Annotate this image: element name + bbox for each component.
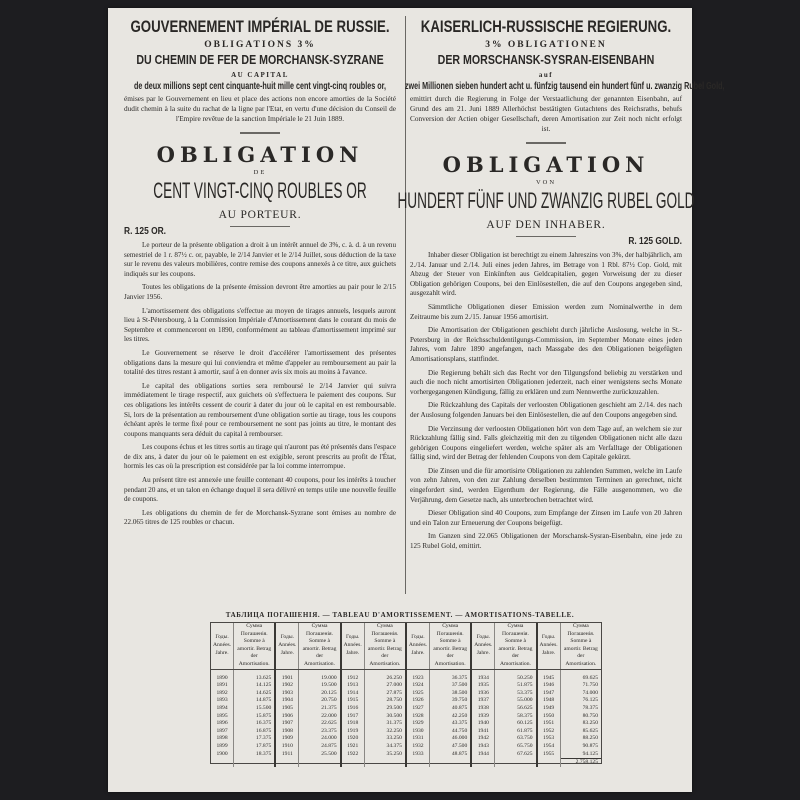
amount-cell: 16.375 (234, 720, 276, 728)
french-paragraph: Au présent titre est annexée une feuille contenant 40 coupons, pour les intérêts à toucher pendant 20 ans, et un talon en échange duquel il sera délivré en temps utile une nouvelle feuille de coupons. (124, 476, 396, 504)
year-cell: 1941 (471, 728, 495, 736)
year-column-header: Годы. Années. Jahre. (211, 623, 234, 669)
table-row (211, 751, 601, 759)
german-paragraph: Inhaber dieser Obligation ist berechtigt zu einem Jahreszins von 3%, der halbjährlich, am 2./14. Januar und 2./14. Juli eines jeden Jahres, im Betrage von 1 Rbl. 87½ Cop. Gold, mit Abzug der Steuer von Einkünften aus Geldcapitalien, gegen Vorweisung der zu dieser Obligation gehörigen Coupons, bei den Einlösestellen, die auf den Coupons angegeben sind, ausgezahlt wird. (410, 251, 682, 298)
year-cell: 1948 (537, 697, 561, 705)
year-cell: 1915 (341, 697, 365, 705)
year-cell: 1907 (275, 720, 299, 728)
year-cell: 1906 (275, 713, 299, 721)
year-cell: 1920 (341, 735, 365, 743)
german-column (397, 14, 725, 556)
amount-cell (234, 759, 276, 767)
amount-cell: 38.500 (430, 690, 472, 698)
german-railway: DER MORSCHANSK-SYSRAN-EISENBAHN (437, 53, 655, 67)
year-cell: 1928 (406, 713, 430, 721)
french-paragraph: L'amortissement des obligations s'effectue au moyen de tirages annuels, lesquels auront lieu à St-Pétersbourg, à la Commission Impériale d'Amortissement dans le courant du mois de Septembre et commenceront en 1890, conformément au tableau d'amortissement imprimé sur les titres. (124, 306, 396, 344)
amount-cell: 15.875 (234, 713, 276, 721)
german-intro: emittirt durch die Regierung in Folge der Verstaatlichung der genannten Eisenbahn, auf Grund des am 21. Juni 1889 Allerhöchst bestätigten Gutachtens des Reichsraths, behufs Conversion der Actien obiger Gesellschaft, deren Amortisation zur Zeit noch nicht erfolgt ist. (410, 94, 682, 133)
amount-cell: 71.750 (560, 682, 601, 690)
year-cell: 1922 (341, 751, 365, 759)
year-cell: 1918 (341, 720, 365, 728)
year-cell: 1894 (216, 704, 228, 711)
year-cell: 1932 (406, 743, 430, 751)
year-cell: 1937 (471, 697, 495, 705)
amount-cell: 14.125 (234, 682, 276, 690)
amount-cell: 51.875 (495, 682, 537, 690)
year-cell: 1910 (275, 743, 299, 751)
amount-cell: 24.000 (299, 735, 341, 743)
german-paragraph: Die Rückzahlung des Capitals der verloosten Obligationen geschieht am 2./14. des nach der Auslosung folgenden Januars bei den Einlösestellen, die auf den Coupons angegeben sind. (410, 401, 682, 419)
amount-cell: 65.750 (495, 743, 537, 751)
amount-cell: 30.500 (364, 713, 406, 721)
amount-cell: 37.500 (430, 682, 472, 690)
year-cell: 1917 (341, 713, 365, 721)
year-cell: 1947 (537, 690, 561, 698)
amount-cell: 19.000 (299, 669, 341, 682)
year-cell: 1949 (537, 705, 561, 713)
amount-column-header: Сумма Погашенія. Somme à amortir. Betrag der Amortisation. (560, 623, 601, 669)
year-cell: 1953 (537, 735, 561, 743)
amount-cell: 24.875 (299, 743, 341, 751)
amount-cell: 27.000 (364, 682, 406, 690)
year-cell: 1890 (216, 674, 228, 681)
year-column-header: Годы. Années. Jahre. (341, 623, 365, 669)
year-column-header: Годы. Années. Jahre. (275, 623, 299, 669)
year-cell: 1951 (537, 720, 561, 728)
year-cell (275, 759, 299, 767)
year-cell: 1899 (216, 742, 228, 749)
amount-cell: 50.250 (495, 669, 537, 682)
table-row (211, 713, 601, 721)
german-paragraph: Sämmtliche Obligationen dieser Emission werden zum Nominalwerthe in dem Zeitraume bis zum 2./15. Januar 1956 amortisirt. (410, 302, 682, 321)
year-cell: 1924 (406, 682, 430, 690)
amortization-table-title: ТАБЛИЦА ПОГАШЕНІЯ. — TABLEAU D'AMORTISSEMENT. — AMORTISATIONS-TABELLE. (225, 611, 575, 619)
year-cell: 1939 (471, 713, 495, 721)
year-cell: 1929 (406, 720, 430, 728)
amount-cell: 74.000 (560, 690, 601, 698)
year-cell (211, 759, 234, 767)
german-subtitle: 3% OBLIGATIONEN (485, 40, 607, 50)
year-cell: 1916 (341, 705, 365, 713)
german-amount: HUNDERT FÜNF UND ZWANZIG RUBEL GOLD (397, 188, 695, 213)
year-column-header: Годы. Années. Jahre. (406, 623, 430, 669)
french-bearer: AU PORTEUR. (218, 209, 302, 221)
year-cell: 1950 (537, 713, 561, 721)
year-cell: 1925 (406, 690, 430, 698)
year-cell: 1892 (216, 689, 228, 696)
german-paragraph: Dieser Obligation sind 40 Coupons, zum Empfange der Zinsen im Laufe von 20 Jahren und ein Talon zur Erneuerung der Coupons beigefügt. (410, 509, 682, 527)
german-paragraph: Die Zinsen und die für amortisirte Obligationen zu zahlenden Summen, welche im Laufe von zehn Jahren, von den zur Zahlung derselben bestimmten Terminen an gerechnet, nicht eingefordert sind, werden Eigenthum der Regierung, die Fälle ausgenommen, wo die Verjährung, dem Gesetze nach, als unterbrochen betrachtet wird. (410, 466, 682, 504)
table-row (211, 697, 601, 705)
year-cell: 1903 (275, 690, 299, 698)
amount-cell: 85.625 (560, 728, 601, 736)
amount-cell: 26.250 (364, 669, 406, 682)
year-cell (406, 759, 430, 767)
french-amount: CENT VINGT-CINQ ROUBLES OR (153, 178, 367, 203)
german-title: KAISERLICH-RUSSISCHE REGIERUNG. (420, 17, 672, 36)
amount-cell: 55.000 (495, 697, 537, 705)
year-cell: 1936 (471, 690, 495, 698)
german-obligation-heading: OBLIGATION (442, 152, 650, 177)
amount-cell: 46.000 (430, 735, 472, 743)
amount-cell: 29.500 (364, 705, 406, 713)
amount-cell: 53.375 (495, 690, 537, 698)
amount-cell: 21.375 (299, 705, 341, 713)
amount-cell: 22.000 (299, 713, 341, 721)
year-cell: 1912 (341, 669, 365, 682)
amount-cell: 17.375 (234, 735, 276, 743)
year-cell: 1896 (216, 720, 228, 727)
bond-certificate (108, 8, 725, 792)
year-cell: 1933 (406, 751, 430, 759)
french-railway: DU CHEMIN DE FER DE MORCHANSK-SYZRANE (136, 53, 384, 67)
amount-cell: 44.750 (430, 728, 472, 736)
amount-cell (299, 759, 341, 767)
table-row (211, 728, 601, 736)
amount-column-header: Сумма Погашенія. Somme à amortir. Betrag der Amortisation. (234, 623, 276, 669)
ornament (240, 132, 280, 134)
french-intro: émises par le Gouvernement en lieu et place des actions non encore amorties de la Société dudit chemin à la suite du rachat de la ligne par l'Etat, en vertu d'une décision du Conseil de l'Empire revêtue de la sanction Impériale le 21 Juin 1889. (124, 94, 396, 123)
german-preposition: VON (535, 179, 557, 186)
french-capital-label: AU CAPITAL (231, 71, 289, 79)
year-cell: 1942 (471, 735, 495, 743)
year-cell: 1911 (275, 751, 299, 759)
year-cell: 1901 (275, 669, 299, 682)
german-body (410, 251, 682, 552)
french-column (124, 14, 396, 532)
year-cell (537, 759, 561, 767)
year-cell: 1897 (216, 727, 228, 734)
table-row (211, 669, 601, 682)
french-rate: R. 125 OR. (124, 225, 167, 237)
french-body (124, 241, 396, 528)
year-cell: 1900 (216, 750, 228, 757)
amount-cell: 28.750 (364, 697, 406, 705)
year-cell: 1908 (275, 728, 299, 736)
amount-cell: 15.500 (234, 705, 276, 713)
amount-cell: 60.125 (495, 720, 537, 728)
year-cell: 1905 (275, 705, 299, 713)
year-cell: 1904 (275, 697, 299, 705)
year-cell: 1898 (216, 735, 228, 742)
amount-cell: 42.250 (430, 713, 472, 721)
amount-cell: 58.375 (495, 713, 537, 721)
german-capital-label: auf (538, 71, 554, 79)
column-divider (405, 16, 406, 594)
amount-cell: 25.500 (299, 751, 341, 759)
amount-cell: 69.625 (560, 669, 601, 682)
amount-cell: 47.500 (430, 743, 472, 751)
amount-cell: 14.625 (234, 690, 276, 698)
german-paragraph: Die Amortisation der Obligationen geschieht durch jährliche Auslosung, welche in St.-Petersburg in der Reichsschuldentilgungs-Commission, im September Monate eines jeden Jahres, vom Jahre 1890 angefangen, nach Massgabe des den Obligationen beigefügten Amortisationsplans, stattfindet. (410, 326, 682, 363)
german-rate: R. 125 GOLD. (628, 235, 682, 247)
amount-cell: 20.125 (299, 690, 341, 698)
amount-cell: 17.875 (234, 743, 276, 751)
amount-cell: 23.375 (299, 728, 341, 736)
french-capital: de deux millions sept cent cinquante-huit mille cent vingt-cinq roubles or, (133, 81, 387, 92)
year-column-header: Годы. Années. Jahre. (537, 623, 561, 669)
amount-cell: 76.125 (560, 697, 601, 705)
french-obligation-heading: OBLIGATION (156, 142, 364, 167)
year-cell: 1891 (216, 682, 228, 689)
year-cell: 1919 (341, 728, 365, 736)
table-row (211, 743, 601, 751)
year-cell: 1955 (537, 751, 561, 759)
german-bearer: AUF DEN INHABER. (486, 219, 606, 231)
year-cell: 1944 (471, 751, 495, 759)
year-cell: 1943 (471, 743, 495, 751)
amount-cell (430, 759, 472, 767)
amount-column-header: Сумма Погашенія. Somme à amortir. Betrag der Amortisation. (364, 623, 406, 669)
amount-cell: 32.250 (364, 728, 406, 736)
amount-cell: 19.500 (299, 682, 341, 690)
amount-column-header: Сумма Погашенія. Somme à amortir. Betrag der Amortisation. (495, 623, 537, 669)
amount-cell: 16.875 (234, 728, 276, 736)
year-cell: 1926 (406, 697, 430, 705)
year-column-header: Годы. Années. Jahre. (471, 623, 495, 669)
ornament (526, 142, 566, 144)
amount-cell: 61.875 (495, 728, 537, 736)
french-title: GOUVERNEMENT IMPÉRIAL DE RUSSIE. (130, 17, 390, 36)
table-header-row (211, 623, 601, 669)
amount-cell: 43.375 (430, 720, 472, 728)
year-cell: 1895 (216, 712, 228, 719)
amount-cell: 31.375 (364, 720, 406, 728)
amount-cell: 78.375 (560, 705, 601, 713)
year-cell: 1938 (471, 705, 495, 713)
amortization-table (210, 622, 602, 764)
amount-cell: 34.375 (364, 743, 406, 751)
year-cell: 1954 (537, 743, 561, 751)
year-cell: 1952 (537, 728, 561, 736)
amount-cell: 22.625 (299, 720, 341, 728)
amount-cell: 18.375 (234, 751, 276, 759)
amount-cell: 35.250 (364, 751, 406, 759)
year-cell (341, 759, 365, 767)
year-cell: 1935 (471, 682, 495, 690)
french-paragraph: Les obligations du chemin de fer de Morchansk-Syzrane sont émises au nombre de 22.065 titres de 125 roubles or chacun. (124, 508, 396, 527)
amount-cell: 88.250 (560, 735, 601, 743)
french-paragraph: Les coupons échus et les titres sortis au tirage qui n'auront pas été présentés dans l'espace de dix ans, à dater du jour où le paiement en est exigible, seront prescrits au profit de l'État, hormis les cas où la prescription est considérée par la loi comme interrompue. (124, 443, 396, 471)
german-paragraph: Im Ganzen sind 22.065 Obligationen der Morschansk-Sysran-Eisenbahn, eine jede zu 125 Rubel Gold, emittirt. (410, 532, 682, 551)
table-row (211, 705, 601, 713)
year-cell: 1946 (537, 682, 561, 690)
year-cell: 1927 (406, 705, 430, 713)
amount-cell: 39.750 (430, 697, 472, 705)
year-cell: 1923 (406, 669, 430, 682)
amount-cell: 83.250 (560, 720, 601, 728)
table-row (211, 735, 601, 743)
french-paragraph: Le Gouvernement se réserve le droit d'accélérer l'amortissement des présentes obligations dans la mesure qui lui conviendra et même d'appeler au remboursement au pair la totalité des titres restant à amortir, sauf à en donner avis six mois au moins à l'avance. (124, 348, 396, 377)
amount-cell: 67.625 (495, 751, 537, 759)
amount-cell: 80.750 (560, 713, 601, 721)
year-cell: 1909 (275, 735, 299, 743)
year-cell: 1902 (275, 682, 299, 690)
french-paragraph: Le capital des obligations sorties sera remboursé le 2/14 Janvier qui suivra immédiatement le tirage respectif, aux guichets où s'effectuera le paiement des coupons. Sur ces obligations les intérêts cessent de courir à dater du jour où le capital en est remboursable. Si, lors de la présentation au remboursement d'une obligation sortie au tirage, tous les coupons échéant après le terme fixé pour ce remboursement ne sont pas joints au titre, le montant des coupons manquants sera déduit du capital à rembourser. (124, 381, 396, 438)
year-cell: 1930 (406, 728, 430, 736)
amount-cell (364, 759, 406, 767)
year-cell: 1945 (537, 669, 561, 682)
year-cell (471, 759, 495, 767)
table-row (211, 682, 601, 690)
amount-cell: 63.750 (495, 735, 537, 743)
amount-cell (495, 759, 537, 767)
amount-cell: 94.125 (560, 751, 601, 759)
year-cell: 1893 (216, 697, 228, 704)
year-cell: 1913 (341, 682, 365, 690)
year-cell: 1921 (341, 743, 365, 751)
amount-cell: 14.875 (234, 697, 276, 705)
french-paragraph: Le porteur de la présente obligation a droit à un intérêt annuel de 3%, c. à. d. à un revenu semestriel de 1 r. 87½ c. or, payable, le 2/14 Janvier et le 2/14 Juillet, sous déduction de la taxe sur le revenu des valeurs mobilières, contre remise des coupons annexés à ce titre, aux guichets indiqués sur les coupons. (124, 241, 396, 278)
year-cell: 1931 (406, 735, 430, 743)
amount-cell: 56.625 (495, 705, 537, 713)
table-row (211, 690, 601, 698)
french-paragraph: Toutes les obligations de la présente émission devront être amorties au pair pour le 2/15 Janvier 1956. (124, 283, 396, 301)
german-capital: zwei Millionen sieben hundert acht u. fünfzig tausend ein hundert fünf u. zwanzig Rubel Gold, (404, 81, 725, 92)
amount-cell: 33.250 (364, 735, 406, 743)
amount-cell: 36.375 (430, 669, 472, 682)
amount-cell: 90.875 (560, 743, 601, 751)
amount-cell: 13.625 (234, 669, 276, 682)
year-cell: 1914 (341, 690, 365, 698)
amount-column-header: Сумма Погашенія. Somme à amortir. Betrag der Amortisation. (430, 623, 472, 669)
year-cell: 1940 (471, 720, 495, 728)
year-cell: 1934 (471, 669, 495, 682)
german-paragraph: Die Verzinsung der verloosten Obligationen hört von dem Tage auf, an welchem sie zur Rückzahlung fällig sind. Falls gleichzeitig mit den zu tilgenden Obligationen nicht alle dazu gehörigen Coupons eingeliefert werden, welche später als am Verfalltage der Obligationen fällig sind, wird der Betrag der fehlenden Coupons von dem Capitale gekürzt. (410, 424, 682, 462)
amount-cell: 40.875 (430, 705, 472, 713)
total-cell: 2.758.125 (560, 759, 601, 767)
table-row (211, 759, 601, 767)
table-row (211, 720, 601, 728)
amount-cell: 20.750 (299, 697, 341, 705)
french-preposition: DE (253, 169, 267, 176)
amount-column-header: Сумма Погашенія. Somme à amortir. Betrag der Amortisation. (299, 623, 341, 669)
amount-cell: 27.875 (364, 690, 406, 698)
german-paragraph: Die Regierung behält sich das Recht vor den Tilgungsfond beliebig zu verstärken und auch die noch nicht amortisirten Obligationen jederzeit, nach einer wenigstens sechs Monate vorhergegangenen Kündigung, fällig zu erklären und zum Nennwerthe zurückzuzahlen. (410, 368, 682, 396)
amount-cell: 48.875 (430, 751, 472, 759)
french-subtitle: OBLIGATIONS 3% (204, 40, 316, 50)
